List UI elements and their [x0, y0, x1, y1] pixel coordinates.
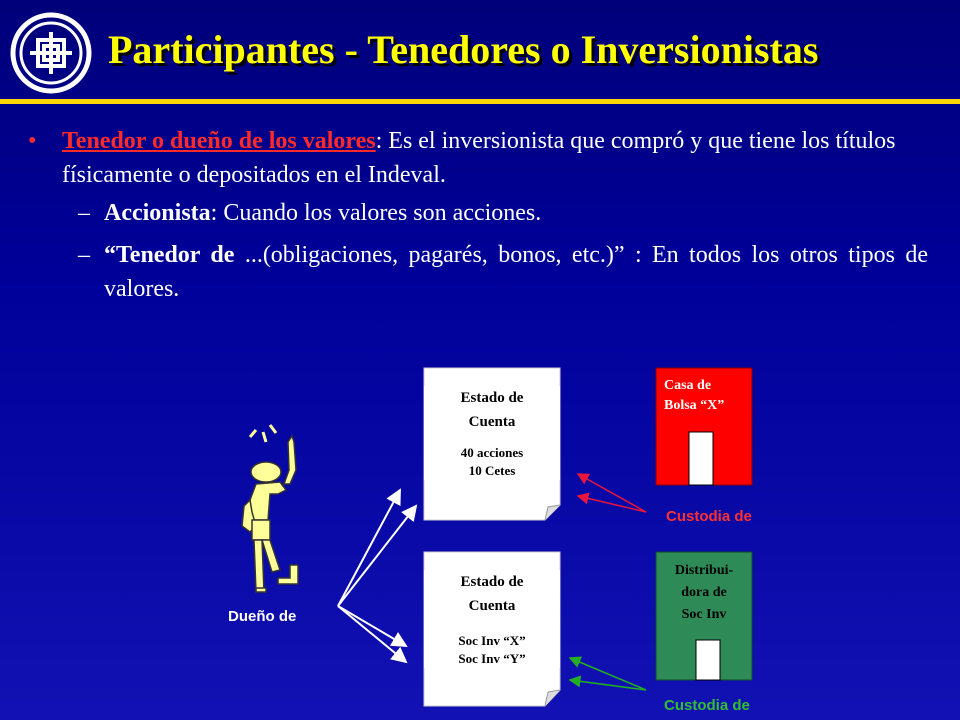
statement-item: Soc Inv “Y”: [458, 651, 526, 666]
owner-label: Dueño de: [228, 608, 297, 625]
statement-item: Soc Inv “X”: [458, 633, 526, 648]
sub-bullet-definition: : Cuando los valores son acciones.: [210, 200, 542, 226]
statement-item: 10 Cetes: [468, 463, 516, 478]
statement-1: [424, 386, 560, 480]
box-label-line: Soc Inv: [681, 607, 727, 622]
box-label-line: Casa de: [664, 378, 712, 393]
box-label-line: Bolsa “X”: [664, 398, 725, 413]
statement-title-line: Estado de: [460, 574, 524, 590]
door-icon: [689, 432, 713, 485]
bullet-marker: •: [28, 128, 37, 154]
custody-label-1: Custodia de: [666, 508, 752, 525]
sub-bullet-term: Accionista: [104, 200, 211, 226]
statement-item: 40 acciones: [460, 445, 524, 460]
bullet-definition: : Es el inversionista que compró y que tiene los títulos físicamente o depositados en el Indeval.: [62, 128, 896, 188]
custody-label-2: Custodia de: [664, 697, 750, 714]
statement-title-line: Cuenta: [468, 414, 516, 430]
casa-de-bolsa-label: [664, 376, 724, 416]
sub-bullet-marker: –: [78, 242, 90, 268]
page-title: Participantes - Tenedores o Inversionistas: [108, 27, 819, 72]
sub-bullet-term: “Tenedor de: [104, 242, 235, 268]
sub-bullet-definition: ...(obligaciones, pagarés, bonos, etc.)” : En todos los otros tipos de valores.: [104, 242, 928, 302]
door-icon: [696, 640, 720, 680]
box-label-line: Distribui-: [674, 563, 734, 578]
bullet-term: Tenedor o dueño de los valores: [62, 128, 376, 154]
person-idea-icon: [242, 425, 298, 592]
statement-title-line: Estado de: [460, 390, 524, 406]
statement-2: [424, 570, 560, 668]
statement-title-line: Cuenta: [468, 598, 516, 614]
sub-bullet-marker: –: [78, 200, 90, 226]
box-label-line: dora de: [681, 585, 727, 600]
distribuidora-label: [656, 560, 752, 626]
